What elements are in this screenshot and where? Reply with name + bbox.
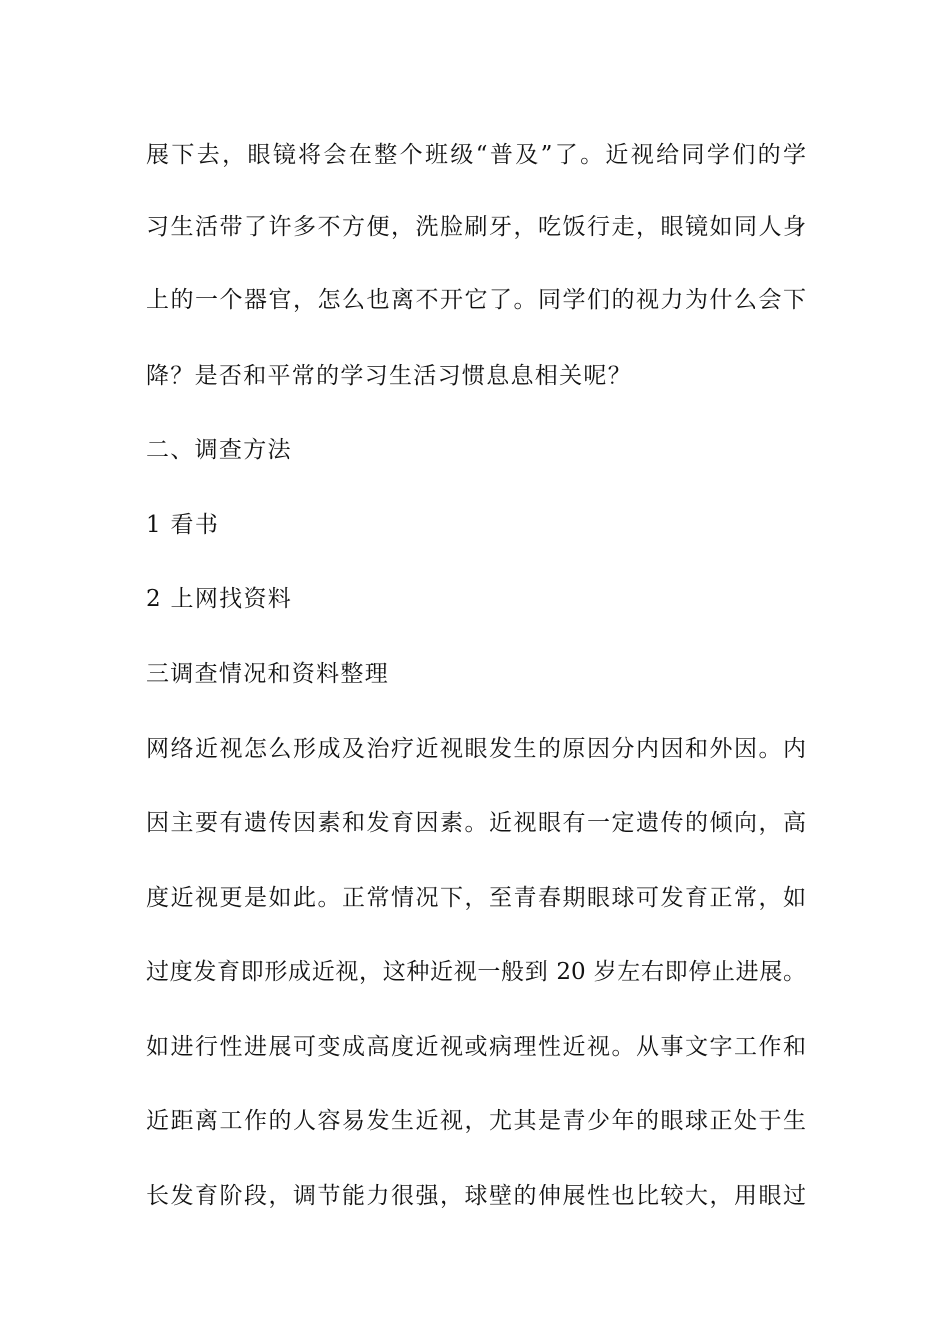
section-heading: 三调查情况和资料整理 — [146, 661, 389, 687]
list-item: 2 上网找资料 — [146, 586, 293, 612]
paragraph-line: 上的一个器官，怎么也离不开它了。同学们的视力为什么会下 — [146, 287, 806, 313]
paragraph-line: 习生活带了许多不方便，洗脸刷牙，吃饭行走，眼镜如同人身 — [146, 214, 806, 240]
section-heading: 二、调查方法 — [146, 437, 292, 463]
paragraph-line: 过度发育即形成近视，这种近视一般到 20 岁左右即停止进展。 — [146, 959, 806, 985]
paragraph-line: 因主要有遗传因素和发育因素。近视眼有一定遗传的倾向，高 — [146, 810, 806, 836]
paragraph-line: 网络近视怎么形成及治疗近视眼发生的原因分内因和外因。内 — [146, 736, 806, 762]
list-item: 1 看书 — [146, 512, 220, 538]
paragraph-line: 展下去，眼镜将会在整个班级“普及”了。近视给同学们的学 — [146, 142, 806, 168]
paragraph-line: 长发育阶段，调节能力很强，球壁的伸展性也比较大，用眼过 — [146, 1183, 806, 1209]
paragraph-line: 度近视更是如此。正常情况下，至青春期眼球可发育正常，如 — [146, 885, 806, 911]
paragraph-line: 近距离工作的人容易发生近视，尤其是青少年的眼球正处于生 — [146, 1108, 806, 1134]
paragraph-line: 如进行性进展可变成高度近视或病理性近视。从事文字工作和 — [146, 1034, 806, 1060]
paragraph-line: 降？是否和平常的学习生活习惯息息相关呢？ — [146, 363, 632, 389]
